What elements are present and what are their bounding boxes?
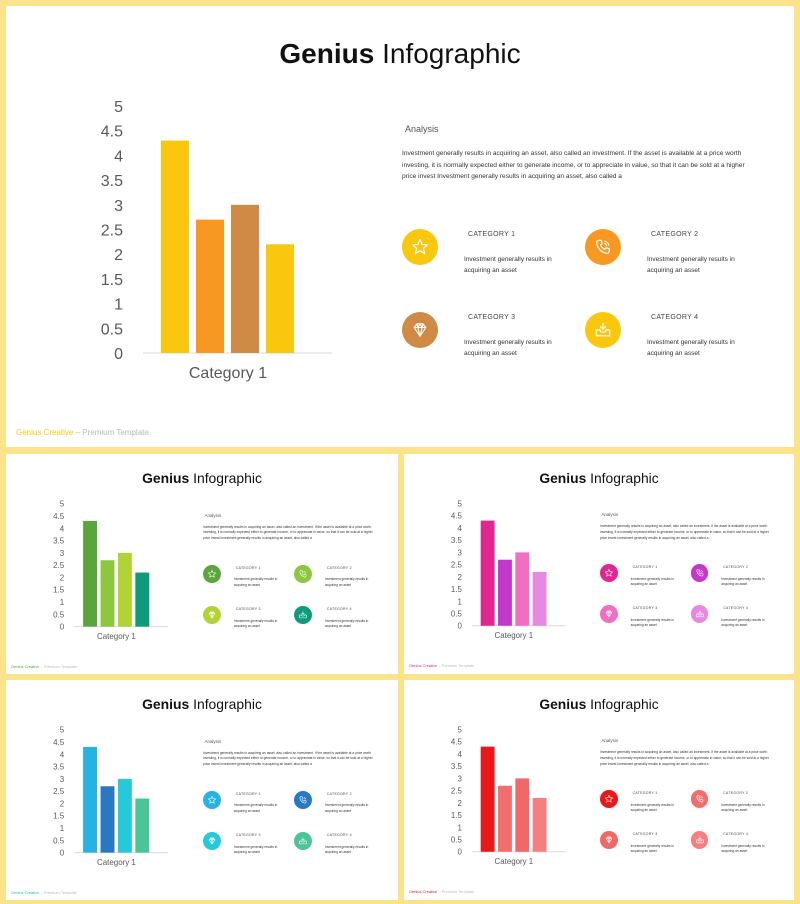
title-bold: Genius <box>142 695 190 712</box>
category-description: Investment generally results in acquiring an asset <box>464 339 552 357</box>
category-title: CATEGORY 1 <box>235 565 261 570</box>
category-description: Investment generally results in acquiring an asset <box>464 256 552 274</box>
category-title: CATEGORY 1 <box>632 565 658 570</box>
bar-4 <box>533 572 547 626</box>
footer-template: Premium Template <box>82 428 149 437</box>
category-title: CATEGORY 4 <box>651 314 699 321</box>
category-description: Investment generally results in acquiring an asset <box>630 802 674 813</box>
diamond-icon <box>410 320 430 340</box>
y-tick-label: 5 <box>457 725 462 735</box>
title-bold: Genius <box>142 469 190 486</box>
y-tick-label: 3.5 <box>450 762 462 772</box>
category-title: CATEGORY 3 <box>632 606 658 611</box>
y-tick-label: 2.5 <box>100 222 123 240</box>
category-title: CATEGORY 1 <box>632 791 658 796</box>
category-title: CATEGORY 3 <box>468 314 516 321</box>
analysis-heading: Analysis <box>601 738 618 744</box>
category-description: Investment generally results in acquiring an asset <box>233 577 278 587</box>
analysis-heading: Analysis <box>204 512 222 518</box>
category-description: Investment generally results in acquiring an asset <box>324 803 369 813</box>
bar-chart <box>404 454 794 674</box>
category-title: CATEGORY 3 <box>632 832 658 837</box>
category-title: CATEGORY 4 <box>723 606 749 611</box>
y-tick-label: 4 <box>59 524 65 534</box>
bar-1 <box>161 141 189 353</box>
phone-icon <box>298 569 308 579</box>
title-rest: Infographic <box>590 469 659 486</box>
phone-icon <box>298 795 308 805</box>
category-title: CATEGORY 3 <box>235 833 261 838</box>
footer <box>16 428 149 437</box>
title-rest: Infographic <box>590 695 659 712</box>
y-tick-label: 2.5 <box>53 787 65 797</box>
footer <box>11 890 77 895</box>
y-tick-label: 2 <box>59 799 65 809</box>
y-tick-label: 1 <box>457 823 462 833</box>
analysis-body: Investment generally results in acquiring an asset, also called an investment. If the asset is available at a price worth investing, it is normally expected either to generate income, or to appreciate in value, so that it can be sold at a higher price invest Investment generally results in acquiring an asset, also called a <box>202 750 373 767</box>
bar-3 <box>515 778 529 851</box>
inbox-category-icon <box>585 312 621 348</box>
y-tick-label: 0.5 <box>450 835 462 845</box>
category-title: CATEGORY 4 <box>326 833 352 838</box>
category-description: Investment generally results in acquiring an asset <box>630 843 674 854</box>
category-description: Investment generally results in acquiring an asset <box>721 843 765 854</box>
analysis-body: Investment generally results in acquiring an asset, also called an investment. If the asset is available at a price worth investing, it is normally expected either to generate income, or to appreciate in value, so that it can be sold at a higher price invest Investment generally results in acquiring an asset, also called a <box>599 524 769 540</box>
inbox-icon <box>593 320 613 340</box>
category-description: Investment generally results in acquiring an asset <box>647 256 735 274</box>
category-description: Investment generally results in acquiring an asset <box>647 339 735 357</box>
bar-1 <box>481 521 495 626</box>
star-icon <box>207 569 217 579</box>
bar-4 <box>266 244 294 353</box>
footer <box>409 889 474 894</box>
footer-separator: – <box>39 889 44 895</box>
footer-template: Premium Template <box>43 663 77 669</box>
y-tick-label: 3 <box>114 197 123 215</box>
x-category-label: Category 1 <box>97 632 136 642</box>
y-tick-label: 1 <box>114 296 123 314</box>
y-tick-label: 1.5 <box>100 271 123 289</box>
star-category-icon <box>203 791 221 809</box>
analysis-body: Investment generally results in acquiring an asset, also called an investment. If the asset is available at a price worth investing, it is normally expected either to generate income, or to appreciate in value, so that it can be sold at a higher price invest Investment generally results in acquiring an asset, also called a <box>202 524 373 541</box>
y-tick-label: 4.5 <box>53 512 65 522</box>
inbox-category-icon <box>294 606 312 624</box>
y-tick-label: 5 <box>59 725 65 735</box>
footer-separator: – <box>73 428 83 437</box>
y-tick-label: 2.5 <box>450 786 462 796</box>
y-tick-label: 2.5 <box>53 561 65 571</box>
footer-template: Premium Template <box>441 888 475 894</box>
star-category-icon <box>203 565 221 583</box>
y-tick-label: 0.5 <box>53 610 65 620</box>
category-title: CATEGORY 2 <box>651 231 699 238</box>
y-tick-label: 4 <box>457 749 462 759</box>
analysis-body: Investment generally results in acquiring an asset, also called an investment. If the asset is available at a price worth investing, it is normally expected either to generate income, or to appreciate in value, so that it can be sold at a higher price invest Investment generally results in acquiring an asset, also called a <box>402 150 745 180</box>
phone-category-icon <box>294 791 312 809</box>
category-description: Investment generally results in acquiring an asset <box>630 576 674 587</box>
inbox-icon <box>695 609 705 619</box>
y-tick-label: 4.5 <box>450 511 462 521</box>
y-tick-label: 2 <box>114 247 123 265</box>
y-tick-label: 2.5 <box>450 560 462 570</box>
category-description: Investment generally results in acquiring an asset <box>721 802 765 813</box>
y-tick-label: 5 <box>114 99 123 116</box>
y-tick-label: 3 <box>59 548 65 558</box>
y-tick-label: 3.5 <box>100 173 123 191</box>
diamond-icon <box>207 610 217 620</box>
bar-4 <box>135 799 149 853</box>
y-tick-label: 5 <box>59 499 65 509</box>
star-icon <box>604 794 614 804</box>
title-rest: Infographic <box>382 38 521 69</box>
phone-category-icon <box>294 565 312 583</box>
bar-chart <box>6 454 398 674</box>
phone-icon <box>593 237 613 257</box>
bar-4 <box>533 798 547 852</box>
x-category-label: Category 1 <box>494 631 534 641</box>
analysis-body: Investment generally results in acquiring an asset, also called an investment. If the asset is available at a price worth investing, it is normally expected either to generate income, or to appreciate in value, so that it can be sold at a higher price invest Investment generally results in acquiring an asset, also called a <box>599 750 769 766</box>
star-icon <box>207 795 217 805</box>
footer <box>409 663 474 668</box>
y-tick-label: 4 <box>114 148 123 166</box>
category-description: Investment generally results in acquiring an asset <box>233 844 278 855</box>
category-title: CATEGORY 4 <box>723 832 749 837</box>
y-tick-label: 3 <box>457 774 462 784</box>
bar-3 <box>118 779 132 853</box>
footer <box>11 664 77 669</box>
y-tick-label: 4 <box>59 750 65 760</box>
y-tick-label: 0 <box>114 346 123 363</box>
title-bold: Genius <box>279 38 375 69</box>
y-tick-label: 3.5 <box>53 536 65 546</box>
y-tick-label: 2 <box>59 573 65 583</box>
y-tick-label: 0 <box>59 622 65 632</box>
diamond-icon <box>604 609 614 619</box>
title-bold: Genius <box>539 695 587 712</box>
x-category-label: Category 1 <box>97 858 136 868</box>
bar-1 <box>83 521 97 627</box>
slide-1 <box>6 6 794 447</box>
inbox-icon <box>298 610 308 620</box>
star-icon <box>604 568 614 578</box>
analysis-heading: Analysis <box>204 738 222 744</box>
category-description: Investment generally results in acquiring an asset <box>721 576 765 587</box>
y-tick-label: 4.5 <box>450 737 462 747</box>
bar-2 <box>101 560 115 626</box>
phone-icon <box>695 794 705 804</box>
star-icon <box>410 237 430 257</box>
y-tick-label: 1 <box>59 824 65 834</box>
y-tick-label: 0 <box>457 847 462 857</box>
y-tick-label: 1.5 <box>53 585 65 595</box>
category-title: CATEGORY 1 <box>468 231 516 238</box>
y-tick-label: 0 <box>457 621 462 631</box>
y-tick-label: 0.5 <box>53 836 65 846</box>
y-tick-label: 0.5 <box>100 321 123 339</box>
y-tick-label: 1.5 <box>450 811 462 821</box>
footer-brand: Genius Creative <box>408 888 438 894</box>
phone-category-icon <box>585 229 621 265</box>
slide-5 <box>404 680 794 900</box>
y-tick-label: 3 <box>457 548 462 558</box>
star-category-icon <box>600 790 618 808</box>
bar-3 <box>231 205 259 353</box>
bar-chart <box>6 680 398 900</box>
bar-chart <box>6 6 794 447</box>
bar-2 <box>196 220 224 353</box>
category-description: Investment generally results in acquiring an asset <box>324 618 369 629</box>
y-tick-label: 1.5 <box>450 585 462 595</box>
y-tick-label: 0.5 <box>450 609 462 619</box>
title-rest: Infographic <box>193 695 262 712</box>
y-tick-label: 3.5 <box>450 536 462 546</box>
y-tick-label: 2 <box>457 798 462 808</box>
bar-2 <box>498 786 512 852</box>
footer-brand: Genius Creative <box>16 428 74 437</box>
y-tick-label: 1.5 <box>53 811 65 821</box>
bar-1 <box>481 747 495 852</box>
y-tick-label: 4.5 <box>53 738 65 748</box>
slide-2 <box>6 454 398 674</box>
footer-brand: Genius Creative <box>10 889 40 895</box>
y-tick-label: 1 <box>59 598 65 608</box>
category-description: Investment generally results in acquiring an asset <box>324 577 369 587</box>
footer-brand: Genius Creative <box>408 662 438 668</box>
category-title: CATEGORY 2 <box>723 791 749 796</box>
bar-3 <box>515 552 529 625</box>
analysis-heading: Analysis <box>405 124 439 134</box>
bar-4 <box>135 573 149 627</box>
category-title: CATEGORY 4 <box>326 607 352 612</box>
y-tick-label: 2 <box>457 572 462 582</box>
bar-3 <box>118 553 132 627</box>
footer-separator: – <box>39 663 44 669</box>
diamond-category-icon <box>203 832 221 850</box>
footer-template: Premium Template <box>43 889 77 895</box>
footer-separator: – <box>437 662 442 668</box>
title-rest: Infographic <box>193 469 262 486</box>
footer-brand: Genius Creative <box>10 663 40 669</box>
x-category-label: Category 1 <box>188 365 268 382</box>
y-tick-label: 5 <box>457 499 462 509</box>
slide-4 <box>6 680 398 900</box>
category-description: Investment generally results in acquiring an asset <box>324 844 369 855</box>
category-title: CATEGORY 2 <box>723 565 749 570</box>
inbox-category-icon <box>294 832 312 850</box>
diamond-category-icon <box>600 831 618 849</box>
category-description: Investment generally results in acquiring an asset <box>630 617 674 628</box>
phone-icon <box>695 568 705 578</box>
title-bold: Genius <box>539 469 587 486</box>
star-category-icon <box>600 564 618 582</box>
y-tick-label: 4 <box>457 523 462 533</box>
category-title: CATEGORY 3 <box>235 607 261 612</box>
category-title: CATEGORY 1 <box>235 791 261 796</box>
x-category-label: Category 1 <box>494 857 534 867</box>
category-description: Investment generally results in acquiring an asset <box>233 803 278 813</box>
bar-2 <box>101 786 115 852</box>
star-category-icon <box>402 229 438 265</box>
bar-chart <box>404 680 794 900</box>
y-tick-label: 3.5 <box>53 762 65 772</box>
footer-template: Premium Template <box>441 662 475 668</box>
slide-3 <box>404 454 794 674</box>
y-tick-label: 3 <box>59 774 65 784</box>
diamond-icon <box>604 835 614 845</box>
category-description: Investment generally results in acquiring an asset <box>721 617 765 628</box>
y-tick-label: 4.5 <box>100 123 123 141</box>
category-title: CATEGORY 2 <box>326 565 352 570</box>
diamond-category-icon <box>203 606 221 624</box>
category-description: Investment generally results in acquiring an asset <box>233 618 278 629</box>
y-tick-label: 0 <box>59 848 65 858</box>
bar-2 <box>498 560 512 626</box>
inbox-icon <box>695 835 705 845</box>
diamond-category-icon <box>402 312 438 348</box>
y-tick-label: 1 <box>457 597 462 607</box>
footer-separator: – <box>437 888 442 894</box>
diamond-icon <box>207 836 217 846</box>
inbox-icon <box>298 836 308 846</box>
analysis-heading: Analysis <box>601 512 618 518</box>
category-title: CATEGORY 2 <box>326 791 352 796</box>
bar-1 <box>83 747 97 853</box>
diamond-category-icon <box>600 605 618 623</box>
